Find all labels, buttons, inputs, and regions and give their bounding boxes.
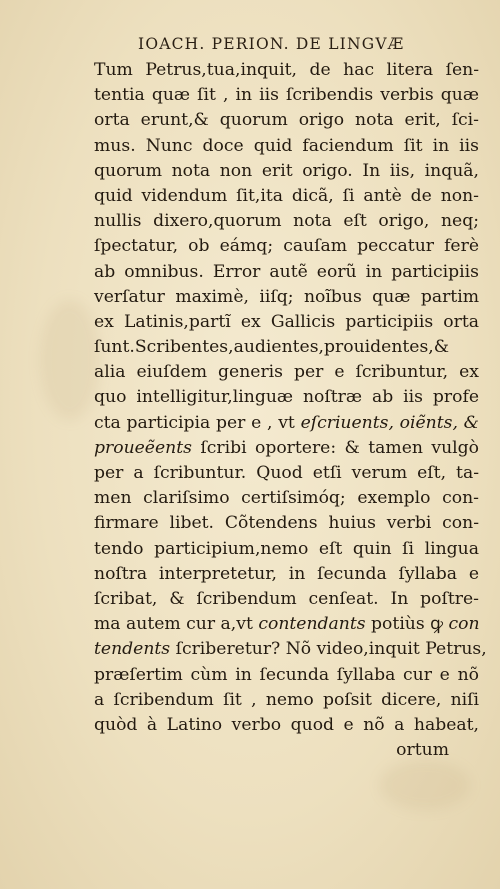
paper-stain: [40, 300, 100, 420]
italic-segment: con: [448, 614, 480, 635]
text-line: [94, 663, 479, 688]
text-segment: ſcriberetur? Nõ video,inquit Petrus,: [170, 639, 487, 660]
text-segment: Tum Petrus,tua,inquit, de hac litera ſen-: [94, 60, 479, 80]
text-line: [94, 511, 479, 536]
text-line: [94, 83, 479, 108]
text-line: [94, 486, 479, 511]
text-line: [94, 159, 479, 184]
text-line: [94, 58, 479, 83]
text-segment: cta participia per e , vt: [94, 412, 301, 433]
text-segment: ex Latinis,partĩ ex Gallicis participiis orta: [94, 311, 479, 332]
text-segment: ſpectatur, ob eámq; cauſam peccatur ferè: [94, 236, 479, 257]
paper-stain: [380, 760, 470, 810]
text-segment: orta erunt,& quorum origo nota erit, ſci-: [94, 110, 479, 131]
text-line: [94, 310, 479, 335]
italic-segment: contendants: [258, 614, 366, 635]
text-line: [94, 285, 479, 310]
body-text: [94, 58, 487, 763]
text-segment: ſcribi oportere: & tamen vulgò: [191, 437, 479, 458]
text-segment: nullis dixero,quorum nota eſt origo, neq;: [94, 211, 479, 232]
running-head: IOACH. PERION. DE LINGVÆ: [138, 35, 405, 53]
text-line: [94, 688, 479, 713]
italic-segment: tendents: [94, 639, 171, 660]
italic-segment: proueẽents: [94, 437, 192, 458]
text-segment: quorum nota non erit origo. In iis, inquã,: [94, 160, 479, 181]
text-line: [94, 436, 479, 461]
text-line: [94, 612, 479, 637]
text-segment: tendo participium,nemo eſt quin ſi lingua: [94, 538, 479, 559]
text-segment: ſunt.Scribentes,audientes,prouidentes,&: [94, 337, 450, 358]
text-line: [94, 360, 479, 385]
text-line: [94, 260, 479, 285]
text-segment: ab omnibus. Error autẽ eorũ in participiis: [94, 261, 479, 282]
text-line: [94, 385, 479, 410]
text-segment: mus. Nunc doce quid faciendum ſit in iis: [94, 135, 479, 156]
text-line: [94, 411, 479, 436]
text-segment: men clariſsimo certiſsimóq; exemplo con-: [94, 488, 479, 509]
text-line: [94, 461, 479, 486]
text-segment: quòd à Latino verbo quod e nõ a habeat,: [94, 714, 479, 735]
text-line: [94, 335, 479, 360]
text-line: [94, 108, 479, 133]
text-segment: tentia quæ ſit , in iis ſcribendis verbis quæ: [94, 85, 479, 106]
text-line: [94, 134, 479, 159]
text-line: [94, 637, 487, 662]
text-segment: firmare libet. Cõtendens huius verbi con-: [94, 513, 479, 534]
text-segment: ortum: [396, 740, 449, 761]
text-line: [94, 713, 479, 738]
text-line: [94, 562, 479, 587]
text-line: [94, 537, 479, 562]
text-segment: ma autem cur a,vt: [94, 614, 259, 635]
text-line: [94, 209, 479, 234]
italic-segment: eſcriuents, oiẽnts, &: [300, 412, 479, 433]
text-line: [94, 738, 479, 763]
text-segment: alia eiuſdem generis per e ſcribuntur, ex: [94, 362, 479, 383]
text-segment: ſcribat, & ſcribendum cenſeat. In poſtre-: [94, 588, 479, 609]
text-line: [94, 234, 479, 259]
text-segment: præſertim cùm in ſecunda ſyllaba cur e nõ: [94, 664, 479, 685]
text-segment: quid videndum ſit,ita dicã, ſi antè de non-: [94, 185, 479, 206]
text-segment: quo intelligitur,linguæ noſtræ ab iis profe: [94, 387, 479, 408]
text-line: [94, 184, 479, 209]
text-line: [94, 587, 479, 612]
text-segment: per a ſcribuntur. Quod etſi verum eſt, ta-: [94, 463, 479, 483]
text-segment: verſatur maximè, iiſq; noĩbus quæ partim: [94, 286, 479, 307]
text-segment: noſtra interpretetur, in ſecunda ſyllaba e: [94, 563, 479, 584]
text-segment: potiùs ꝙ: [365, 614, 449, 635]
text-segment: a ſcribendum ſit , nemo poſsit dicere, niſi: [94, 689, 479, 710]
